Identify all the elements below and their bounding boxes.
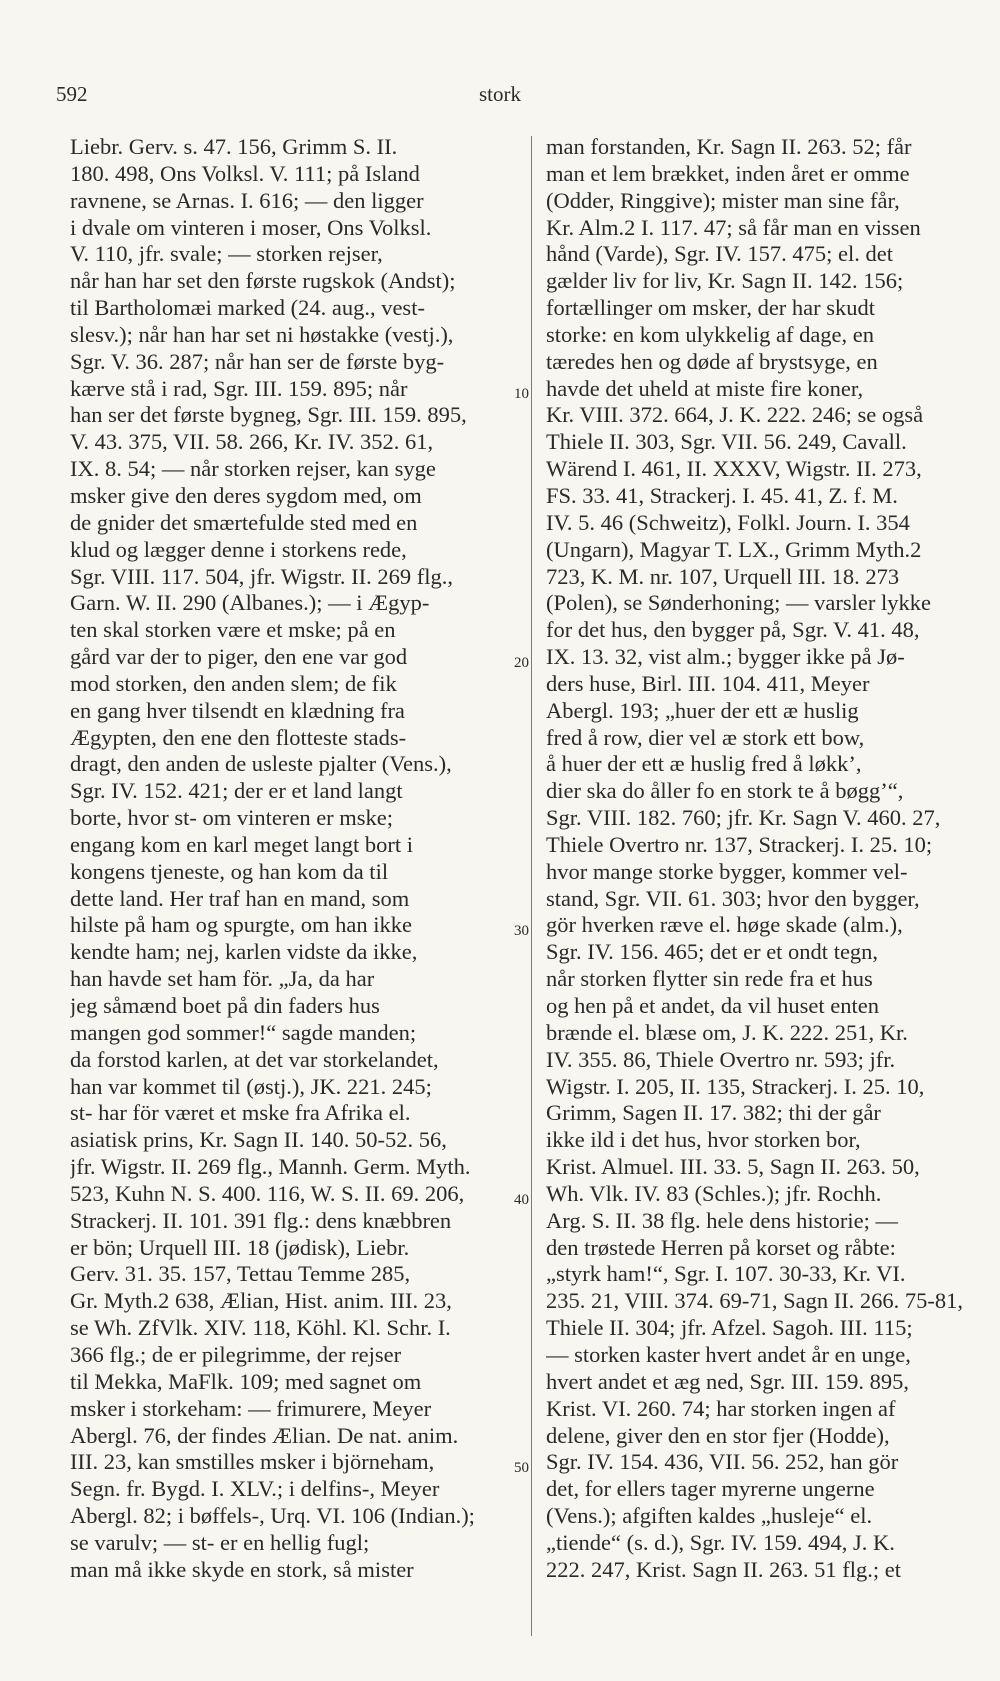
text-line: fred å row, dier vel æ stork ett bow, <box>546 724 865 750</box>
text-line: IX. 8. 54; — når storken rejser, kan syge <box>70 456 436 482</box>
text-line: 523, Kuhn N. S. 400. 116, W. S. II. 69. 206, <box>70 1180 465 1206</box>
text-line: delene, giver den en stor fjer (Hodde), <box>546 1422 890 1448</box>
text-line: se Wh. ZfVlk. XIV. 118, Köhl. Kl. Schr. I. <box>70 1315 451 1341</box>
text-line: han var kommet til (østj.), JK. 221. 245; <box>70 1073 432 1099</box>
right-column <box>546 134 976 1584</box>
text-line: da forstod karlen, at det var storkelandet, <box>70 1046 439 1072</box>
text-line: storke: en kom ulykkelig af dage, en <box>546 321 875 347</box>
text-line: hånd (Varde), Sgr. IV. 157. 475; el. det <box>546 241 894 267</box>
line-number-40: 40 <box>514 1192 529 1208</box>
text-line: Kr. VIII. 372. 664, J. K. 222. 246; se også <box>546 402 924 428</box>
text-line: dragt, den anden de usleste pjalter (Vens.), <box>70 751 452 777</box>
text-line: ikke ild i det hus, hvor storken bor, <box>546 1127 861 1153</box>
text-line: Sgr. IV. 156. 465; det er et ondt tegn, <box>546 939 879 965</box>
text-line: hilste på ham og spurgte, om han ikke <box>70 912 413 938</box>
text-line: til Mekka, MaFlk. 109; med sagnet om <box>70 1368 422 1394</box>
text-line: han havde set ham för. „Ja, da har <box>70 966 375 992</box>
text-line: ravnene, se Arnas. I. 616; — den ligger <box>70 187 424 213</box>
text-line: 222. 247, Krist. Sagn II. 263. 51 flg.; et <box>546 1556 901 1582</box>
line-number-10: 10 <box>514 386 529 402</box>
text-line: brænde el. blæse om, J. K. 222. 251, Kr. <box>546 1019 908 1045</box>
line-number-30: 30 <box>514 923 529 939</box>
text-line: asiatisk prins, Kr. Sagn II. 140. 50-52. 56, <box>70 1127 447 1153</box>
text-line: Liebr. Gerv. s. 47. 156, Grimm S. II. <box>70 134 398 159</box>
text-line: Sgr. VIII. 117. 504, jfr. Wigstr. II. 269 flg., <box>70 563 454 589</box>
text-line: mod storken, den anden slem; de fik <box>70 670 397 696</box>
text-line: Sgr. V. 36. 287; når han ser de første byg- <box>70 348 445 374</box>
text-line: hvert andet et æg ned, Sgr. III. 159. 895, <box>546 1368 910 1394</box>
text-line: han ser det første bygneg, Sgr. III. 159. 895, <box>70 402 467 428</box>
text-line: klud og lægger denne i storkens rede, <box>70 536 407 562</box>
running-head: stork <box>479 82 521 106</box>
text-line: mangen god sommer!“ sagde manden; <box>70 1019 417 1045</box>
text-line: Kr. Alm.2 I. 117. 47; så får man en vissen <box>546 214 921 240</box>
text-line: „tiende“ (s. d.), Sgr. IV. 159. 494, J. K. <box>546 1529 895 1555</box>
text-line: borte, hvor st- om vinteren er mske; <box>70 805 394 831</box>
text-line: Abergl. 76, der findes Ælian. De nat. anim. <box>70 1422 459 1448</box>
text-line: V. 43. 375, VII. 58. 266, Kr. IV. 352. 61, <box>70 429 434 455</box>
text-line: fortællinger om msker, der har skudt <box>546 295 876 321</box>
text-line: Thiele II. 304; jfr. Afzel. Sagoh. III. 115; <box>546 1315 913 1341</box>
text-line: havde det uheld at miste fire koner, <box>546 375 864 401</box>
column-divider <box>531 136 532 1636</box>
text-line: man et lem brækket, inden året er omme <box>546 160 910 186</box>
text-line: st- har för været et mske fra Afrika el. <box>70 1100 411 1126</box>
line-number-50: 50 <box>514 1460 529 1476</box>
text-line: stand, Sgr. VII. 61. 303; hvor den bygger, <box>546 885 920 911</box>
text-line: slesv.); når han har set ni høstakke (vestj.), <box>70 321 454 347</box>
text-line: Strackerj. II. 101. 391 flg.: dens knæbbren <box>70 1207 452 1233</box>
text-line: og hen på et andet, da vil huset enten <box>546 993 880 1018</box>
text-line: dette land. Her traf han en mand, som <box>70 885 410 911</box>
text-line: er bön; Urquell III. 18 (jødisk), Liebr. <box>70 1234 410 1260</box>
text-line: for det hus, den bygger på, Sgr. V. 41. 48, <box>546 617 920 643</box>
text-line: — storken kaster hvert andet år en unge, <box>546 1341 911 1367</box>
line-number-20: 20 <box>514 655 529 671</box>
text-line: (Odder, Ringgive); mister man sine får, <box>546 187 900 213</box>
text-line: når han har set den første rugskok (Andst); <box>70 268 456 294</box>
text-line: å huer der ett æ huslig fred å løkk’, <box>546 751 862 777</box>
text-line: kongens tjeneste, og han kom da til <box>70 858 389 884</box>
text-line: 235. 21, VIII. 374. 69-71, Sagn II. 266. 75-81, <box>546 1288 964 1314</box>
text-line: engang kom en karl meget langt bort i <box>70 831 414 857</box>
text-line: „styrk ham!“, Sgr. I. 107. 30-33, Kr. VI. <box>546 1261 906 1287</box>
text-line: man må ikke skyde en stork, så mister <box>70 1556 414 1582</box>
text-line: de gnider det smærtefulde sted med en <box>70 509 418 535</box>
text-line: Segn. fr. Bygd. I. XLV.; i delfins-, Meyer <box>70 1476 440 1502</box>
page-number: 592 <box>56 82 88 106</box>
text-line: IX. 13. 32, vist alm.; bygger ikke på Jø- <box>546 644 905 670</box>
text-line: 723, K. M. nr. 107, Urquell III. 18. 273 <box>546 563 900 589</box>
text-line: Sgr. IV. 152. 421; der er et land langt <box>70 778 403 804</box>
text-line: msker i storkeham: — frimurere, Meyer <box>70 1395 432 1421</box>
text-line: gælder liv for liv, Kr. Sagn II. 142. 156; <box>546 268 904 294</box>
text-line: 180. 498, Ons Volksl. V. 111; på Island <box>70 160 420 186</box>
text-line: Gerv. 31. 35. 157, Tettau Temme 285, <box>70 1261 411 1287</box>
left-column <box>70 134 520 1584</box>
text-line: Gr. Myth.2 638, Ælian, Hist. anim. III. 23, <box>70 1288 452 1314</box>
text-line: Sgr. VIII. 182. 760; jfr. Kr. Sagn V. 460. 27, <box>546 805 941 831</box>
text-line: gård var der to piger, den ene var god <box>70 644 408 670</box>
text-line: en gang hver tilsendt en klædning fra <box>70 697 405 723</box>
text-line: msker give den deres sygdom med, om <box>70 482 422 508</box>
text-line: Abergl. 193; „huer der ett æ huslig <box>546 697 859 723</box>
text-line: Ægypten, den ene den flotteste stads- <box>70 724 407 750</box>
text-line: til Bartholomæi marked (24. aug., vest- <box>70 295 425 321</box>
text-line: Thiele II. 303, Sgr. VII. 56. 249, Cavall. <box>546 429 907 455</box>
text-line: IV. 355. 86, Thiele Overtro nr. 593; jfr. <box>546 1046 896 1072</box>
text-line: ders huse, Birl. III. 104. 411, Meyer <box>546 670 870 696</box>
text-line: Thiele Overtro nr. 137, Strackerj. I. 25. 10; <box>546 831 933 857</box>
text-line: Wigstr. I. 205, II. 135, Strackerj. I. 25. 10, <box>546 1073 925 1099</box>
text-line: gör hverken ræve el. høge skade (alm.), <box>546 912 903 938</box>
text-line: Arg. S. II. 38 flg. hele dens historie; — <box>546 1207 899 1233</box>
text-line: Grimm, Sagen II. 17. 382; thi der går <box>546 1100 881 1126</box>
text-line: III. 23, kan smstilles msker i björneham, <box>70 1449 435 1475</box>
text-line: når storken flytter sin rede fra et hus <box>546 966 873 992</box>
text-line: V. 110, jfr. svale; — storken rejser, <box>70 241 383 267</box>
text-line: i dvale om vinteren i moser, Ons Volksl. <box>70 214 432 240</box>
text-line: FS. 33. 41, Strackerj. I. 45. 41, Z. f. M. <box>546 482 898 508</box>
text-line: hvor mange storke bygger, kommer vel- <box>546 858 908 884</box>
text-line: (Vens.); afgiften kaldes „husleje“ el. <box>546 1503 873 1529</box>
text-line: Sgr. IV. 154. 436, VII. 56. 252, han gör <box>546 1449 899 1475</box>
text-line: jeg såmænd boet på din faders hus <box>70 993 380 1018</box>
text-line: Garn. W. II. 290 (Albanes.); — i Ægyp- <box>70 590 430 616</box>
text-line: man forstanden, Kr. Sagn II. 263. 52; får <box>546 134 912 159</box>
text-line: jfr. Wigstr. II. 269 flg., Mannh. Germ. Myth. <box>70 1154 471 1180</box>
text-line: Wärend I. 461, II. XXXV, Wigstr. II. 273, <box>546 456 922 482</box>
text-line: (Polen), se Sønderhoning; — varsler lykke <box>546 590 931 616</box>
text-line: Krist. Almuel. III. 33. 5, Sagn II. 263. 50, <box>546 1154 920 1180</box>
text-line: det, for ellers tager myrerne ungerne <box>546 1476 875 1502</box>
text-line: (Ungarn), Magyar T. LX., Grimm Myth.2 <box>546 536 922 562</box>
text-line: Abergl. 82; i bøffels-, Urq. VI. 106 (Indian.); <box>70 1503 475 1529</box>
text-line: kendte ham; nej, karlen vidste da ikke, <box>70 939 418 965</box>
text-line: ten skal storken være et mske; på en <box>70 617 396 643</box>
text-line: kærve stå i rad, Sgr. III. 159. 895; når <box>70 375 408 401</box>
text-line: Wh. Vlk. IV. 83 (Schles.); jfr. Rochh. <box>546 1180 882 1206</box>
text-line: Krist. VI. 260. 74; har storken ingen af <box>546 1395 896 1421</box>
text-line: IV. 5. 46 (Schweitz), Folkl. Journ. I. 354 <box>546 509 910 535</box>
text-line: se varulv; — st- er en hellig fugl; <box>70 1529 370 1555</box>
text-line: dier ska do åller fo en stork te å bøgg’“, <box>546 778 904 804</box>
text-line: tæredes hen og døde af brystsyge, en <box>546 348 878 374</box>
text-line: 366 flg.; de er pilegrimme, der rejser <box>70 1341 402 1367</box>
text-line: den trøstede Herren på korset og råbte: <box>546 1234 896 1260</box>
